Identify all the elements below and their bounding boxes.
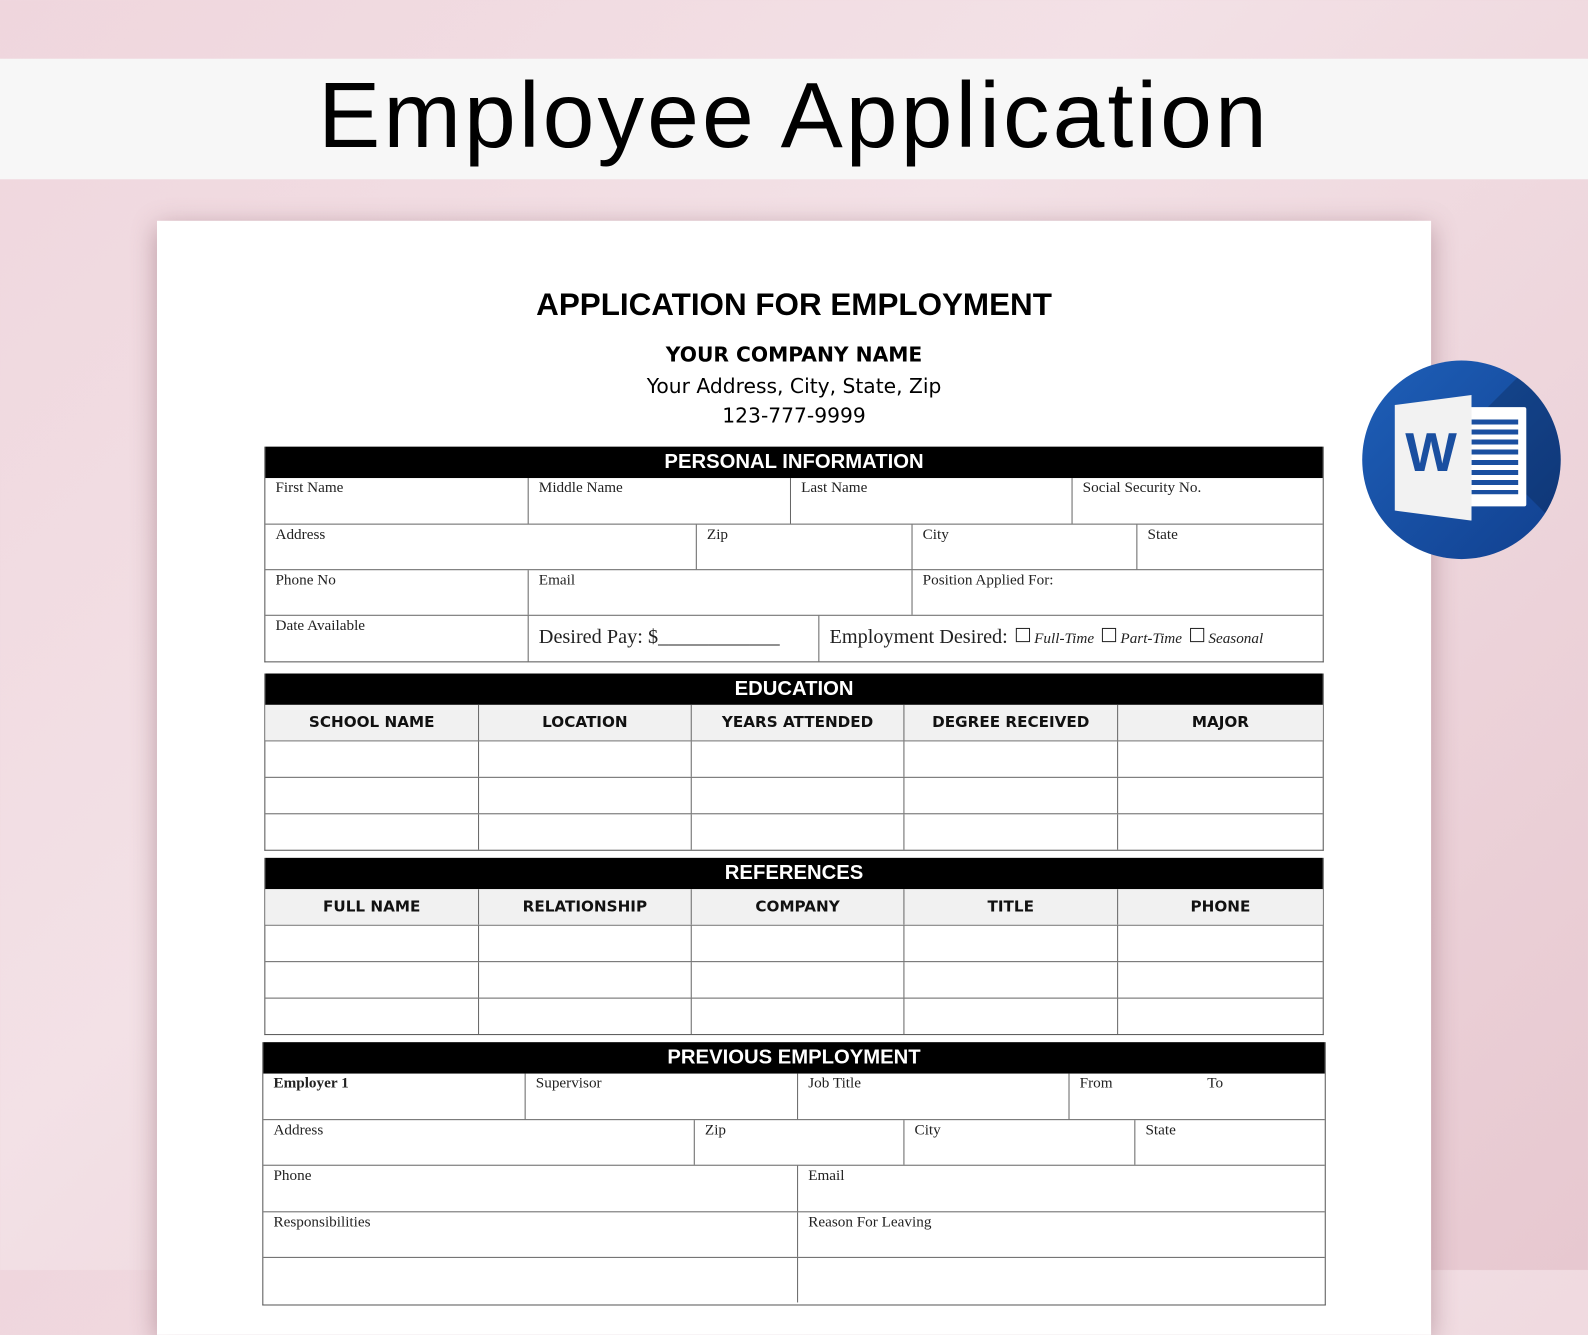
- employer-field[interactable]: Employer 1: [273, 1075, 349, 1092]
- section-header: REFERENCES: [265, 858, 1322, 889]
- table-cell[interactable]: [1117, 814, 1323, 849]
- from-field[interactable]: From: [1079, 1075, 1113, 1092]
- desired-pay-field[interactable]: Desired Pay: $____________: [528, 616, 819, 662]
- references-section: [264, 858, 1323, 1035]
- section-header: EDUCATION: [265, 674, 1322, 705]
- column-header: FULL NAME: [265, 889, 478, 924]
- table-cell[interactable]: [691, 778, 904, 813]
- column-header: TITLE: [903, 889, 1117, 924]
- address-field[interactable]: Address: [275, 526, 326, 543]
- company-phone: 123-777-9999: [722, 403, 866, 428]
- table-cell[interactable]: [265, 962, 478, 997]
- table-cell[interactable]: [691, 741, 904, 776]
- table-row: [265, 740, 1322, 776]
- position-field[interactable]: Position Applied For:: [912, 570, 1323, 615]
- column-header: YEARS ATTENDED: [691, 705, 904, 740]
- table-row: [265, 961, 1322, 997]
- company-name: YOUR COMPANY NAME: [665, 342, 923, 367]
- column-header: DEGREE RECEIVED: [903, 705, 1117, 740]
- starting-pay-field[interactable]: [263, 1258, 797, 1303]
- section-header: PERSONAL INFORMATION: [265, 447, 1322, 478]
- responsibilities-field[interactable]: Responsibilities: [273, 1214, 371, 1231]
- table-row: [265, 998, 1322, 1034]
- date-available-field[interactable]: Date Available: [275, 617, 366, 635]
- table-cell[interactable]: [478, 962, 691, 997]
- section-header: PREVIOUS EMPLOYMENT: [263, 1042, 1324, 1073]
- employment-desired-label: Employment Desired:: [829, 625, 1008, 649]
- employment-desired: [818, 616, 1322, 662]
- column-header: MAJOR: [1117, 705, 1323, 740]
- seasonal-checkbox[interactable]: [1190, 628, 1204, 642]
- part-time-checkbox[interactable]: [1102, 628, 1116, 642]
- zip-field[interactable]: Zip: [696, 525, 912, 570]
- full-time-checkbox[interactable]: [1016, 628, 1030, 642]
- table-cell[interactable]: [265, 999, 478, 1034]
- table-cell[interactable]: [478, 999, 691, 1034]
- education-section: [264, 674, 1323, 851]
- city-field[interactable]: City: [912, 525, 1137, 570]
- table-cell[interactable]: [903, 814, 1117, 849]
- first-name-field[interactable]: First Name: [275, 480, 344, 497]
- employer-phone-field[interactable]: Phone: [273, 1167, 312, 1184]
- table-cell[interactable]: [691, 999, 904, 1034]
- seasonal-label: Seasonal: [1208, 630, 1264, 648]
- word-logo-letter: W: [1405, 422, 1457, 484]
- phone-field[interactable]: Phone No: [275, 572, 336, 589]
- table-cell[interactable]: [265, 778, 478, 813]
- table-cell[interactable]: [478, 741, 691, 776]
- last-name-field[interactable]: Last Name: [790, 478, 1072, 524]
- table-cell[interactable]: [478, 926, 691, 961]
- ending-pay-field[interactable]: [797, 1258, 1325, 1303]
- table-cell[interactable]: [691, 926, 904, 961]
- column-header: COMPANY: [691, 889, 904, 924]
- table-cell[interactable]: [478, 778, 691, 813]
- column-header: LOCATION: [478, 705, 691, 740]
- table-row: [265, 813, 1322, 849]
- column-header: RELATIONSHIP: [478, 889, 691, 924]
- table-row: [265, 777, 1322, 813]
- column-header: SCHOOL NAME: [265, 705, 478, 740]
- form-title: APPLICATION FOR EMPLOYMENT: [536, 286, 1052, 323]
- employer-zip-field[interactable]: Zip: [694, 1120, 904, 1165]
- part-time-label: Part-Time: [1120, 630, 1183, 648]
- supervisor-field[interactable]: Supervisor: [525, 1074, 797, 1120]
- middle-name-field[interactable]: Middle Name: [528, 478, 790, 524]
- word-logo-icon: [1362, 361, 1561, 560]
- previous-employment-section: [262, 1042, 1325, 1305]
- email-field[interactable]: Email: [528, 570, 912, 615]
- banner-title: Employee Application: [0, 59, 1588, 180]
- table-cell[interactable]: [691, 814, 904, 849]
- employer-email-field[interactable]: Email: [797, 1166, 1325, 1212]
- table-cell[interactable]: [903, 741, 1117, 776]
- table-cell[interactable]: [903, 962, 1117, 997]
- table-cell[interactable]: [903, 999, 1117, 1034]
- company-address: Your Address, City, State, Zip: [646, 373, 942, 399]
- table-cell[interactable]: [1117, 999, 1323, 1034]
- to-field[interactable]: To: [1207, 1075, 1224, 1092]
- job-title-field[interactable]: Job Title: [797, 1074, 1068, 1120]
- table-cell[interactable]: [265, 741, 478, 776]
- full-time-label: Full-Time: [1034, 630, 1095, 648]
- table-cell[interactable]: [1117, 778, 1323, 813]
- table-cell[interactable]: [903, 926, 1117, 961]
- table-row: [265, 925, 1322, 961]
- table-cell[interactable]: [1117, 741, 1323, 776]
- ssn-field[interactable]: Social Security No.: [1072, 478, 1323, 524]
- reason-for-leaving-field[interactable]: Reason For Leaving: [797, 1212, 1325, 1257]
- table-cell[interactable]: [1117, 962, 1323, 997]
- employer-state-field[interactable]: State: [1134, 1120, 1324, 1165]
- table-cell[interactable]: [265, 926, 478, 961]
- employer-city-field[interactable]: City: [903, 1120, 1134, 1165]
- table-cell[interactable]: [903, 778, 1117, 813]
- state-field[interactable]: State: [1136, 525, 1322, 570]
- table-cell[interactable]: [1117, 926, 1323, 961]
- table-cell[interactable]: [265, 814, 478, 849]
- personal-information-section: [264, 447, 1323, 663]
- column-header: PHONE: [1117, 889, 1323, 924]
- employer-address-field[interactable]: Address: [273, 1122, 324, 1139]
- table-cell[interactable]: [691, 962, 904, 997]
- table-cell[interactable]: [478, 814, 691, 849]
